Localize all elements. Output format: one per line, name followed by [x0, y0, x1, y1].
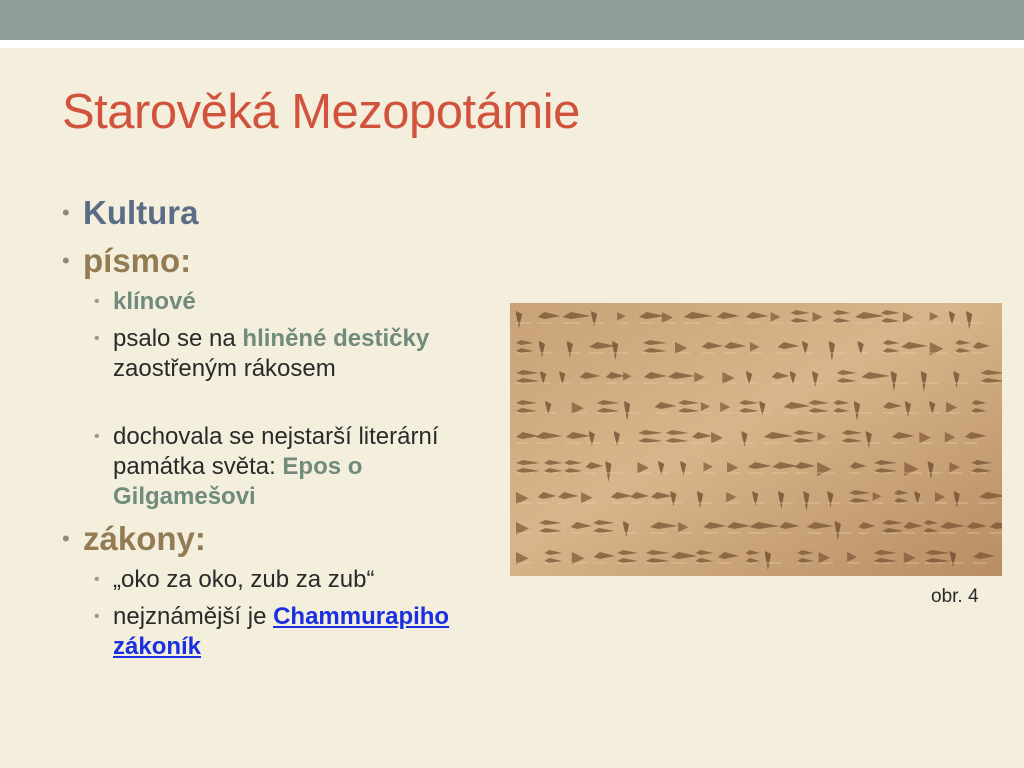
subbullet-text: „oko za oko, zub za zub“ — [113, 566, 375, 593]
bullet-text: zákony: — [83, 520, 206, 557]
top-divider — [0, 40, 1024, 48]
subbullet-dot: • — [94, 608, 100, 625]
text-run: zaostřeným rákosem — [113, 355, 336, 382]
subbullet-text — [113, 602, 458, 662]
subbullet-text — [113, 324, 458, 384]
image-caption: obr. 4 — [931, 586, 979, 607]
subbullet-dot: • — [94, 571, 100, 588]
bullet-dot: • — [62, 248, 70, 273]
bullet-text: písmo: — [83, 242, 192, 279]
subbullet-text — [113, 422, 458, 512]
cuneiform-tablet-image — [510, 303, 1002, 576]
text-run: dochovala se nejstarší literární památka světa: — [113, 423, 439, 480]
subbullet-dot: • — [94, 330, 100, 347]
bullet-text: Kultura — [83, 194, 199, 231]
top-bar — [0, 0, 1024, 40]
subbullet-text: klínové — [113, 288, 196, 315]
text-run: nejznámější je — [113, 603, 274, 630]
chammurapi-link[interactable]: Chammurapiho zákoník — [113, 603, 450, 660]
subbullet-dot: • — [94, 428, 100, 445]
highlight-text: Epos o Gilgamešovi — [113, 453, 363, 510]
bullet-dot: • — [62, 526, 70, 551]
text-run: psalo se na — [113, 325, 243, 352]
bullet-dot: • — [62, 200, 70, 225]
subbullet-dot: • — [94, 293, 100, 310]
slide-title: Starověká Mezopotámie — [62, 85, 580, 139]
highlight-text: hliněné destičky — [242, 325, 430, 352]
